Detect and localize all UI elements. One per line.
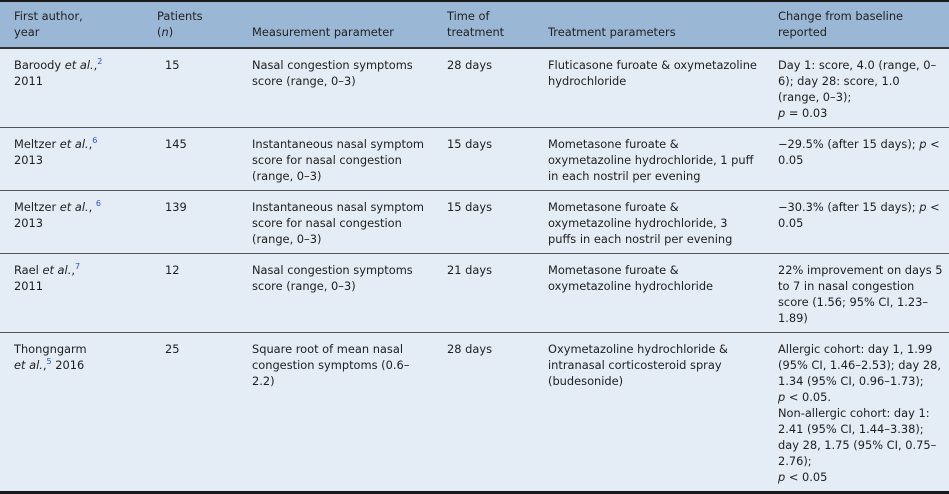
cell-time: 28 days	[433, 333, 534, 493]
table-row	[0, 254, 949, 333]
cell-measurement: Instantaneous nasal symptom score for nasal congestion (range, 0–3)	[238, 191, 433, 254]
cell-change: Day 1: score, 4.0 (range, 0–6); day 28: score, 1.0 (range, 0–3); p = 0.03	[764, 48, 949, 128]
cell-author: Meltzer et al., $^6$ 2013	[0, 191, 143, 254]
cell-measurement: Nasal congestion symptoms score (range, 0–3)	[238, 48, 433, 128]
table-row	[0, 128, 949, 191]
cell-treatment: Oxymetazoline hydrochloride & intranasal corticosteroid spray (budesonide)	[534, 333, 764, 493]
header-patients: Patients (n)	[143, 1, 238, 48]
reference-link[interactable]: 5	[46, 357, 52, 367]
cell-measurement: Square root of mean nasal congestion symptoms (0.6–2.2)	[238, 333, 433, 493]
cell-change: Allergic cohort: day 1, 1.99 (95% CI, 1.46–2.53); day 28, 1.34 (95% CI, 0.96–1.73); p < 0.05. Non-allergic cohort: day 1: 2.41 (95% CI, 1.44–3.38); day 28, 1.75 (95% CI, 0.75–2.76); p < 0.05	[764, 333, 949, 493]
cell-time: 15 days	[433, 191, 534, 254]
table-row	[0, 191, 949, 254]
cell-measurement: Instantaneous nasal symptom score for nasal congestion (range, 0–3)	[238, 128, 433, 191]
cell-change: −30.3% (after 15 days); p < 0.05	[764, 191, 949, 254]
header-author: First author, year	[0, 1, 143, 48]
cell-measurement: Nasal congestion symptoms score (range, 0–3)	[238, 254, 433, 333]
reference-link[interactable]: 2	[97, 57, 103, 67]
cell-patients: 139	[143, 191, 238, 254]
cell-author: Meltzer et al.,$^6$ 2013	[0, 128, 143, 191]
cell-time: 21 days	[433, 254, 534, 333]
cell-patients: 12	[143, 254, 238, 333]
cell-patients: 145	[143, 128, 238, 191]
cell-patients: 15	[143, 48, 238, 128]
header-change: Change from baseline reported	[764, 1, 949, 48]
cell-patients: 25	[143, 333, 238, 493]
cell-treatment: Fluticasone furoate & oxymetazoline hydrochloride	[534, 48, 764, 128]
cell-treatment: Mometasone furoate & oxymetazoline hydrochloride	[534, 254, 764, 333]
cell-change: −29.5% (after 15 days); p < 0.05	[764, 128, 949, 191]
cell-change: 22% improvement on days 5 to 7 in nasal congestion score (1.56; 95% CI, 1.23–1.89)	[764, 254, 949, 333]
table-header	[0, 1, 949, 48]
cell-time: 28 days	[433, 48, 534, 128]
reference-link[interactable]: 6	[95, 199, 101, 209]
header-measurement: Measurement parameter	[238, 1, 433, 48]
cell-author: Rael et al.,$^7$ 2011	[0, 254, 143, 333]
cell-treatment: Mometasone furoate & oxymetazoline hydrochloride, 3 puffs in each nostril per evening	[534, 191, 764, 254]
cell-treatment: Mometasone furoate & oxymetazoline hydrochloride, 1 puff in each nostril per evening	[534, 128, 764, 191]
cell-author: Thongngarm et al.,$^5$ 2016	[0, 333, 143, 493]
table-row	[0, 48, 949, 128]
reference-link[interactable]: 7	[74, 262, 81, 272]
cell-time: 15 days	[433, 128, 534, 191]
table-row	[0, 333, 949, 493]
cell-author: Baroody et al.,$^2$ 2011	[0, 48, 143, 128]
header-treatment: Treatment parameters	[534, 1, 764, 48]
header-time: Time of treatment	[433, 1, 534, 48]
reference-link[interactable]: 6	[92, 136, 98, 146]
